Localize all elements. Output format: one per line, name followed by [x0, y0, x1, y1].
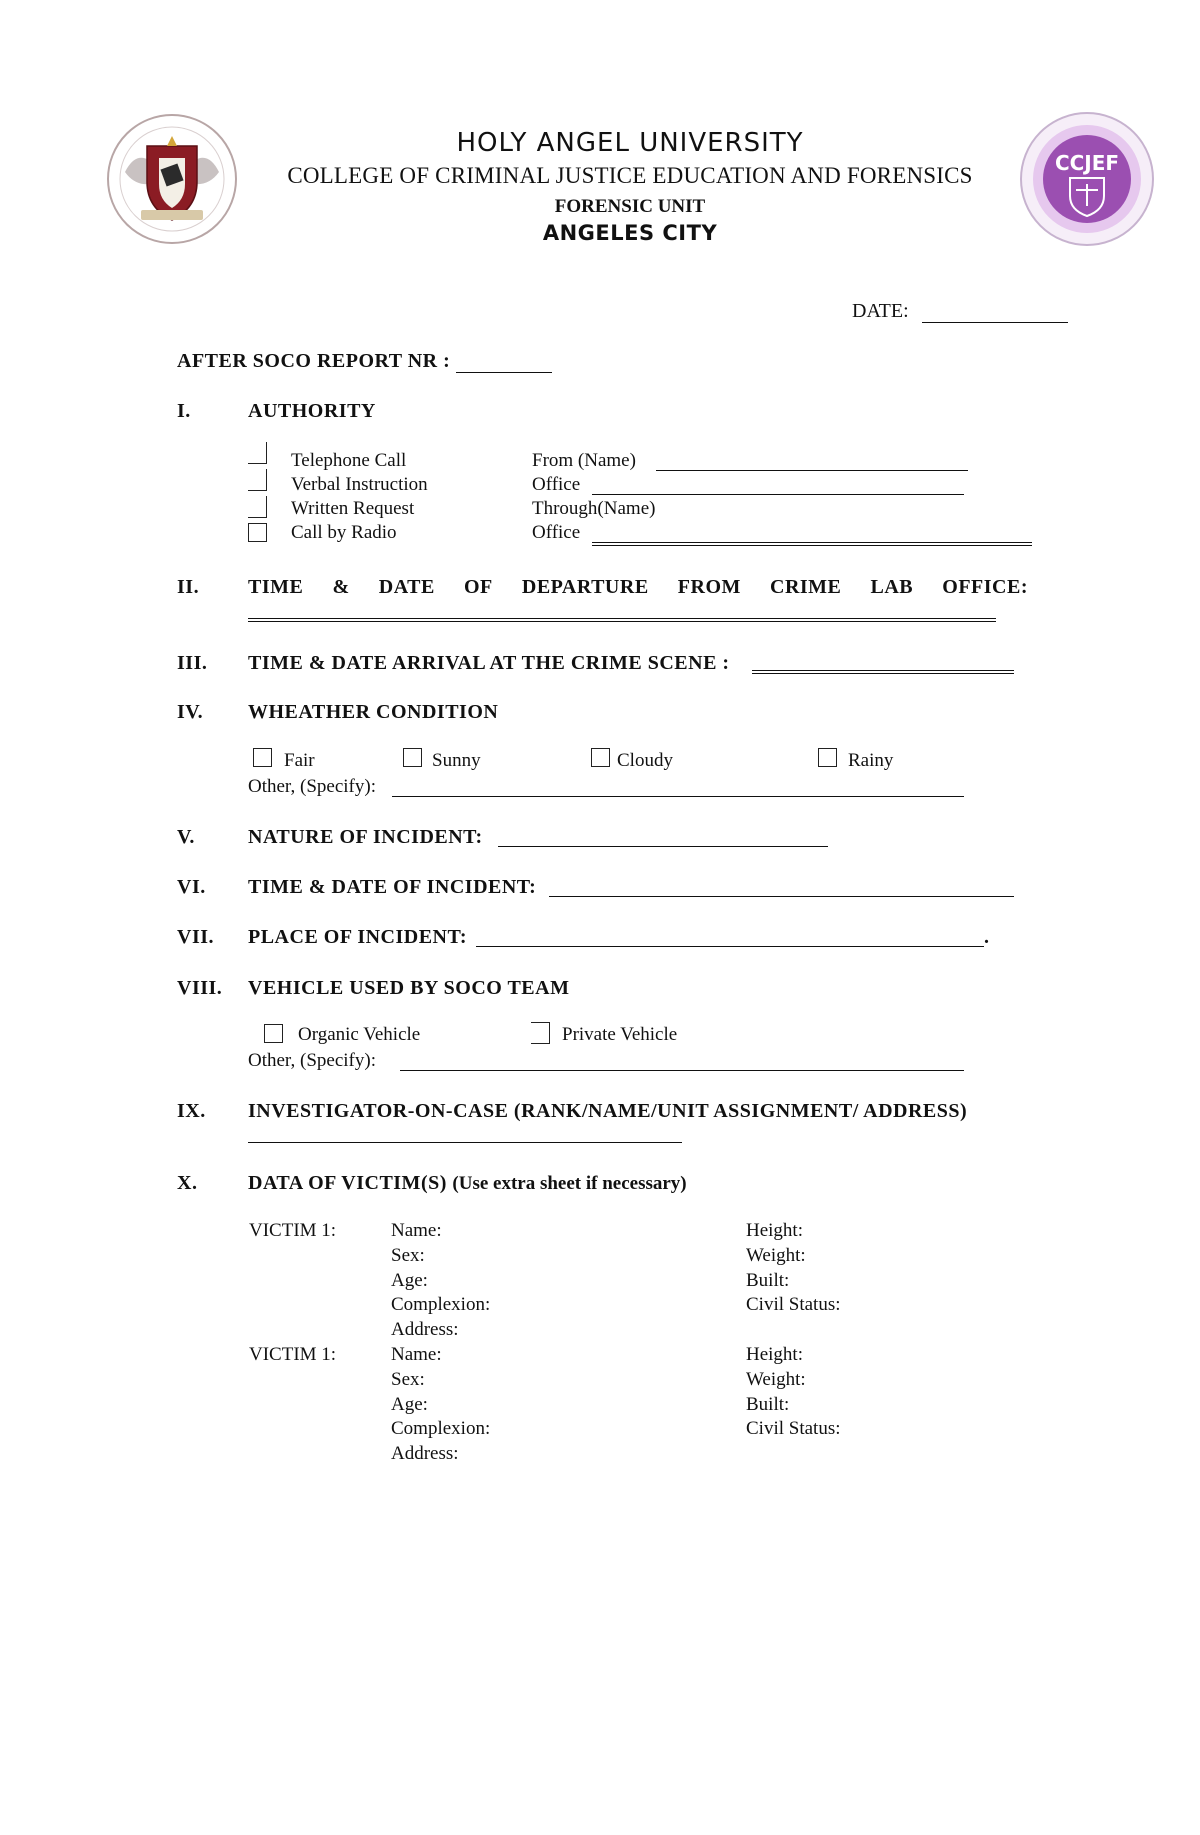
place-end-mark: . — [984, 926, 990, 948]
departure-field[interactable] — [248, 618, 996, 622]
from-name-label: From (Name) — [532, 450, 636, 471]
city-name: ANGELES CITY — [542, 221, 718, 245]
section-number: II. — [177, 576, 200, 598]
vehicle-other-field[interactable] — [400, 1070, 964, 1071]
cloudy-checkbox[interactable] — [591, 748, 610, 767]
victim-height-label: Height: — [746, 1220, 803, 1241]
victim-weight-label: Weight: — [746, 1245, 806, 1266]
office-field[interactable] — [592, 542, 1032, 546]
victim-complexion-label: Complexion: — [391, 1294, 491, 1315]
sunny-checkbox[interactable] — [403, 748, 422, 767]
option-label: Telephone Call — [291, 450, 407, 471]
verbal-instruction-checkbox[interactable] — [248, 469, 267, 491]
section-number: IV. — [177, 701, 204, 723]
date-field[interactable] — [922, 322, 1068, 323]
victim-built-label: Built: — [746, 1270, 790, 1291]
section-number: VII. — [177, 926, 215, 948]
option-label: Verbal Instruction — [291, 474, 428, 495]
section-number: IX. — [177, 1100, 206, 1122]
section-number: X. — [177, 1172, 198, 1194]
weather-title: WHEATHER CONDITION — [248, 701, 499, 723]
option-label: Call by Radio — [291, 522, 397, 543]
organic-vehicle-checkbox[interactable] — [264, 1024, 283, 1043]
victims-note: (Use extra sheet if necessary) — [452, 1173, 687, 1194]
section-number: III. — [177, 652, 208, 674]
weather-other-field[interactable] — [392, 796, 964, 797]
title-word: DATE — [378, 576, 435, 598]
victim-label: VICTIM 1: — [249, 1220, 337, 1241]
investigator-field[interactable] — [248, 1142, 682, 1143]
victim-complexion-label: Complexion: — [391, 1418, 491, 1439]
victim-height-label: Height: — [746, 1344, 803, 1365]
victim-civil-status-label: Civil Status: — [746, 1294, 841, 1315]
place-title: PLACE OF INCIDENT: — [248, 926, 468, 948]
date-label: DATE: — [852, 300, 909, 322]
victims-title-text: DATA OF VICTIM(S) — [248, 1172, 447, 1194]
option-label: Organic Vehicle — [298, 1024, 421, 1045]
college-name: COLLEGE OF CRIMINAL JUSTICE EDUCATION AND FORENSICS — [287, 163, 973, 188]
other-specify-label: Other, (Specify): — [248, 776, 376, 797]
victims-title — [248, 1172, 687, 1195]
option-label: Fair — [284, 750, 315, 771]
option-label: Private Vehicle — [562, 1024, 678, 1045]
title-word: FROM — [677, 576, 741, 598]
title-word: LAB — [870, 576, 914, 598]
private-vehicle-checkbox[interactable] — [531, 1022, 550, 1044]
section-number: V. — [177, 826, 195, 848]
office-label: Office — [532, 474, 581, 495]
victim-address-label: Address: — [391, 1319, 459, 1340]
title-word: DEPARTURE — [521, 576, 649, 598]
telephone-call-checkbox[interactable] — [248, 442, 267, 464]
through-name-label: Through(Name) — [532, 498, 656, 519]
victim-sex-label: Sex: — [391, 1369, 425, 1390]
vehicle-title: VEHICLE USED BY SOCO TEAM — [248, 977, 570, 999]
arrival-title: TIME & DATE ARRIVAL AT THE CRIME SCENE : — [248, 652, 730, 674]
title-word: OFFICE: — [942, 576, 1028, 598]
section-number: VIII. — [177, 977, 223, 999]
option-label: Sunny — [432, 750, 481, 771]
report-number-label: AFTER SOCO REPORT NR : — [177, 350, 451, 372]
call-by-radio-checkbox[interactable] — [248, 523, 267, 542]
from-name-field[interactable] — [656, 470, 968, 471]
victim-address-label: Address: — [391, 1443, 459, 1464]
title-word: OF — [463, 576, 493, 598]
victim-age-label: Age: — [391, 1394, 428, 1415]
departure-title — [248, 576, 1028, 599]
svg-text:CCJEF: CCJEF — [1054, 151, 1120, 175]
victim-name-label: Name: — [391, 1344, 442, 1365]
other-specify-label: Other, (Specify): — [248, 1050, 376, 1071]
victim-weight-label: Weight: — [746, 1369, 806, 1390]
authority-title: AUTHORITY — [248, 400, 376, 422]
report-number-field[interactable] — [456, 372, 552, 373]
ccjef-seal-logo — [1018, 110, 1156, 248]
victim-civil-status-label: Civil Status: — [746, 1418, 841, 1439]
place-field[interactable] — [476, 946, 984, 947]
victim-age-label: Age: — [391, 1270, 428, 1291]
university-name: HOLY ANGEL UNIVERSITY — [456, 128, 804, 158]
arrival-field[interactable] — [752, 670, 1014, 674]
option-label: Written Request — [291, 498, 415, 519]
office-field[interactable] — [592, 494, 964, 495]
incident-time-field[interactable] — [549, 896, 1014, 897]
title-word: CRIME — [770, 576, 842, 598]
option-label: Cloudy — [617, 750, 673, 771]
written-request-checkbox[interactable] — [248, 496, 267, 518]
title-word: & — [332, 576, 350, 598]
section-number: I. — [177, 400, 191, 422]
nature-field[interactable] — [498, 846, 828, 847]
victim-label: VICTIM 1: — [249, 1344, 337, 1365]
section-number: VI. — [177, 876, 206, 898]
victim-built-label: Built: — [746, 1394, 790, 1415]
unit-name: FORENSIC UNIT — [554, 196, 706, 217]
office-label: Office — [532, 522, 581, 543]
nature-title: NATURE OF INCIDENT: — [248, 826, 483, 848]
victim-sex-label: Sex: — [391, 1245, 425, 1266]
title-word: TIME — [248, 576, 304, 598]
victim-name-label: Name: — [391, 1220, 442, 1241]
rainy-checkbox[interactable] — [818, 748, 837, 767]
fair-checkbox[interactable] — [253, 748, 272, 767]
incident-time-title: TIME & DATE OF INCIDENT: — [248, 876, 537, 898]
investigator-title: INVESTIGATOR-ON-CASE (RANK/NAME/UNIT ASSIGNMENT/ ADDRESS) — [248, 1100, 968, 1122]
option-label: Rainy — [848, 750, 894, 771]
